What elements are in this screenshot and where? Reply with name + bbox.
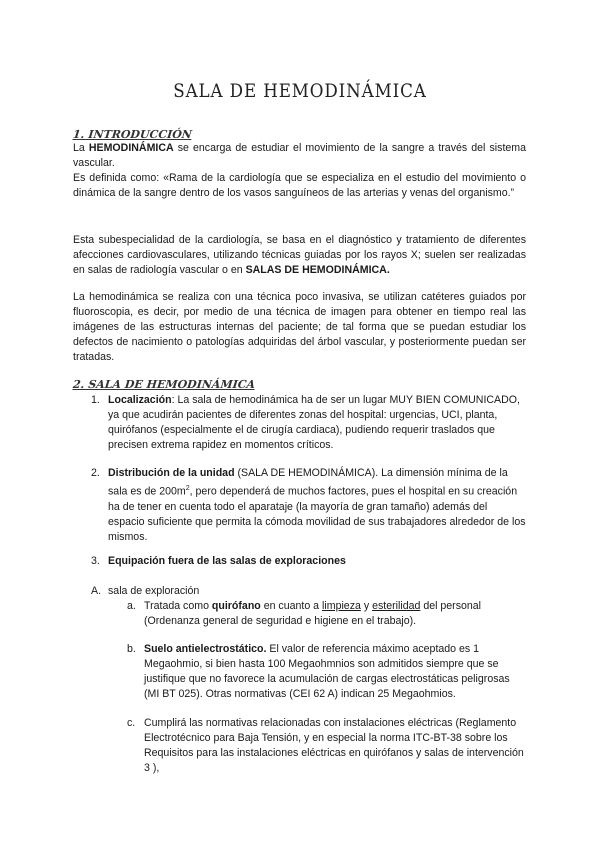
section-heading-text: 1. INTRODUCCIÓN [72, 128, 193, 141]
section-heading-sala [72, 378, 255, 391]
text: del personal (Ordenanza general de seguridad e higiene en el trabajo). [144, 600, 482, 627]
sublist-letter: b. [127, 643, 136, 655]
text: y [360, 600, 373, 612]
bold-text: quirófano [211, 600, 261, 612]
intro-bold: HEMODINÁMICA [88, 142, 174, 154]
item-text: (SALA DE HEMODINÁMICA). La dimensión mínima de la sala es de 200m [108, 467, 508, 498]
list-item-equipacion [108, 554, 526, 569]
list-item-distribucion [108, 466, 526, 545]
sublist-letter: a. [127, 600, 136, 612]
subspecialty-paragraph [73, 233, 526, 278]
superscript: 2 [185, 485, 190, 492]
page-title: SALA DE HEMODINÁMICA [173, 80, 427, 102]
underlined-text: limpieza [322, 600, 361, 612]
list-letter: A. [91, 585, 102, 597]
sublist-letter: c. [127, 717, 136, 729]
item-text: : La sala de hemodinámica ha de ser un lugar MUY BIEN COMUNICADO, ya que acudirán pacientes de diferentes zonas del hospital: urgencias, UCI, planta, quirófanos (especialmente el de cirugía cardiaca), pudiendo requerir traslados que precisen extrema rapidez en momentos críticos. [108, 394, 520, 451]
para2-bold: SALAS DE HEMODINÁMICA. [245, 264, 390, 276]
technique-paragraph: La hemodinámica se realiza con una técnica poco invasiva, se utilizan catéteres guiados por fluoroscopia, es decir, por medio de una técnica de imagen para obtener en tiempo real las imágenes de las estructuras internas del paciente; de tal forma que se puedan estudiar los defectos de nacimiento o patologías adquiridas del árbol vascular, y posteriormente puedan ser tratadas. [73, 291, 526, 363]
bold-text: Suelo antielectrostático. [144, 643, 267, 655]
list-item-sala-exploracion: sala de exploración [108, 585, 200, 597]
intro-post: se encarga de estudiar el movimiento de la sangre a través del sistema vascular. [73, 142, 526, 169]
sublist-item-quirofano [144, 599, 526, 629]
intro-paragraph [73, 141, 526, 171]
para2-text: Esta subespecialidad de la cardiología, se basa en el diagnóstico y tratamiento de diferentes afecciones cardiovasculares, utilizando técnicas guiadas por los rayos X; suelen ser realizadas en salas de radiología vascular o en [73, 234, 526, 276]
intro-pre: La [73, 142, 89, 154]
list-number: 3. [91, 555, 100, 567]
sublist-item-suelo [144, 642, 526, 702]
underlined-text: esterilidad [372, 600, 421, 612]
item-bold: Equipación fuera de las salas de exploraciones [108, 555, 346, 567]
list-item-localizacion [108, 393, 526, 453]
text: en cuanto a [260, 600, 323, 612]
text: El valor de referencia máximo aceptado es 1 Megaohmio, si bien hasta 100 Megaohmnios son admitidos siempre que se justifique que no favorece la acumulación de cargas electrostáticas peligrosas (MI BT 025). Otras normativas (CEI 62 A) indican 25 Megaohmios. [144, 643, 510, 700]
list-number: 2. [91, 467, 100, 479]
item-text: , pero dependerá de muchos factores, pues el hospital en su creación ha de tener en cuenta todo el aparataje (la mayoría de gran tamaño) además del espacio suficiente que permita la cómoda movilidad de sus trabajadores alrededor de los mismos. [108, 485, 526, 543]
item-bold: Localización [108, 394, 172, 406]
item-bold: Distribución de la unidad [108, 467, 235, 479]
text: Tratada como [144, 600, 212, 612]
section-heading-text: 2. SALA DE HEMODINÁMICA [72, 378, 256, 391]
definition-paragraph: Es definida como: «Rama de la cardiología que se especializa en el estudio del movimiento o dinámica de la sangre dentro de los vasos sanguíneos de las arterias y venas del organismo.” [73, 172, 526, 199]
section-heading-introduccion [72, 128, 192, 141]
list-number: 1. [91, 394, 100, 406]
sublist-item-normativas: Cumplirá las normativas relacionadas con instalaciones eléctricas (Reglamento Electrotécnico para Baja Tensión, y en especial la norma ITC-BT-38 sobre los Requisitos para las instalaciones eléctricas en quirófanos y salas de intervención 3 ), [144, 717, 524, 774]
